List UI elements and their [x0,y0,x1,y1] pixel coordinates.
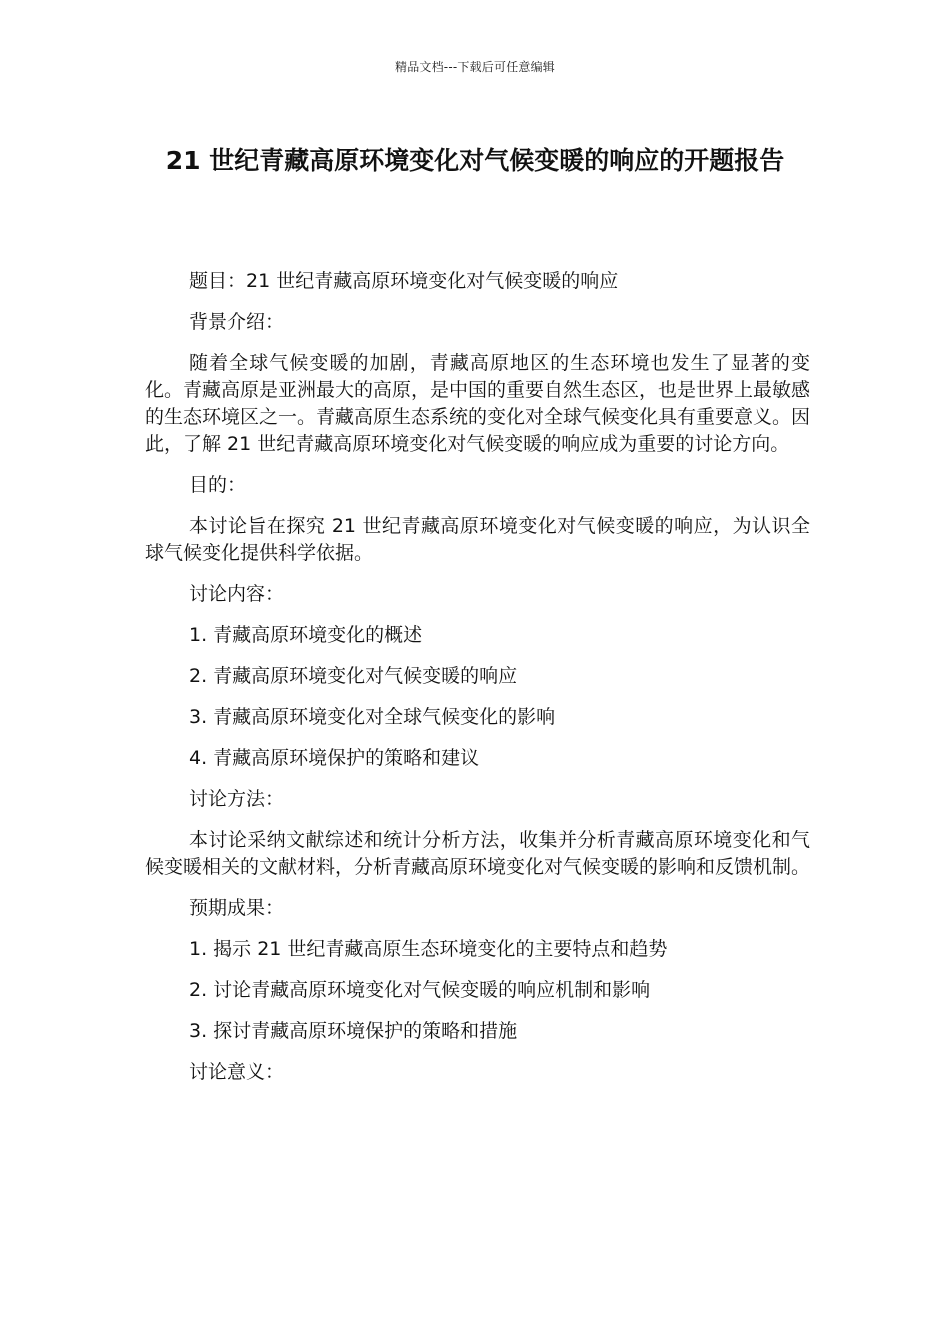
content-list-item: 3. 青藏高原环境变化对全球气候变化的影响 [189,706,556,728]
outcomes-list-item: 3. 探讨青藏高原环境保护的策略和措施 [189,1020,518,1042]
content-label: 讨论内容： [189,583,285,605]
background-label: 背景介绍： [189,311,285,333]
purpose-label: 目的： [189,474,247,496]
document-body [145,268,810,1100]
purpose-paragraph: 本讨论旨在探究 21 世纪青藏高原环境变化对气候变暖的响应，为认识全球气候变化提供科学依据。 [145,515,810,564]
page-header: 精品文档---下载后可任意编辑 [395,60,555,74]
content-list-item: 4. 青藏高原环境保护的策略和建议 [189,747,480,769]
outcomes-list-item: 2. 讨论青藏高原环境变化对气候变暖的响应机制和影响 [189,979,651,1001]
topic-line: 题目：21 世纪青藏高原环境变化对气候变暖的响应 [189,270,619,292]
outcomes-label: 预期成果： [189,897,285,919]
method-paragraph: 本讨论采纳文献综述和统计分析方法，收集并分析青藏高原环境变化和气候变暖相关的文献材料，分析青藏高原环境变化对气候变暖的影响和反馈机制。 [145,829,811,878]
content-list-item: 2. 青藏高原环境变化对气候变暖的响应 [189,665,518,687]
background-paragraph: 随着全球气候变暖的加剧，青藏高原地区的生态环境也发生了显著的变化。青藏高原是亚洲最大的高原，是中国的重要自然生态区，也是世界上最敏感的生态环境区之一。青藏高原生态系统的变化对全球气候变化具有重要意义。因此，了解 21 世纪青藏高原环境变化对气候变暖的响应成为重要的讨论方向。 [145,352,811,455]
document-title: 21 世纪青藏高原环境变化对气候变暖的响应的开题报告 [165,146,785,175]
significance-label: 讨论意义： [189,1061,285,1083]
content-list-item: 1. 青藏高原环境变化的概述 [189,624,423,646]
outcomes-list-item: 1. 揭示 21 世纪青藏高原生态环境变化的主要特点和趋势 [189,938,668,960]
method-label: 讨论方法： [189,788,285,810]
